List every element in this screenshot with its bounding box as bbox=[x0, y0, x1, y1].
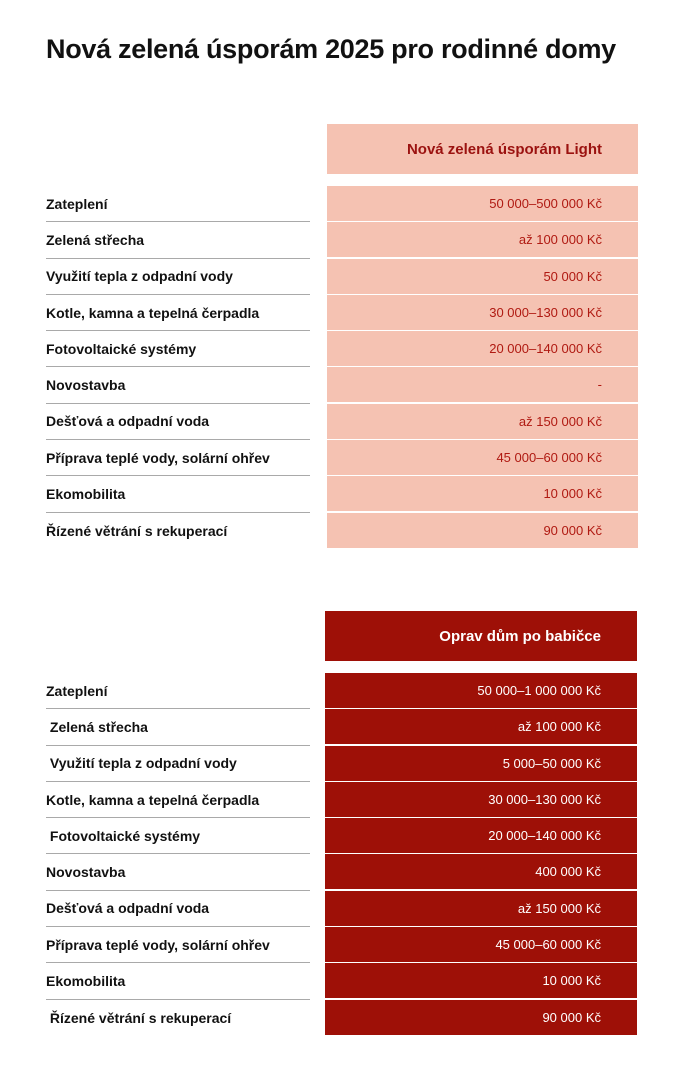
nzu-light-header: Nová zelená úsporám Light bbox=[327, 124, 638, 174]
oprav-dum-table bbox=[0, 673, 675, 1036]
row-value: 20 000–140 000 Kč bbox=[325, 818, 637, 853]
table-row bbox=[0, 404, 675, 440]
row-label: Příprava teplé vody, solární ohřev bbox=[46, 927, 310, 963]
row-label: Zateplení bbox=[46, 673, 310, 709]
row-value: 50 000–500 000 Kč bbox=[327, 186, 638, 221]
row-value: 5 000–50 000 Kč bbox=[325, 746, 637, 781]
row-label: Zateplení bbox=[46, 186, 310, 222]
row-value: 90 000 Kč bbox=[325, 1000, 637, 1035]
row-label: Fotovoltaické systémy bbox=[46, 331, 310, 367]
table-row bbox=[0, 259, 675, 295]
row-value: až 150 000 Kč bbox=[327, 404, 638, 439]
row-label: Příprava teplé vody, solární ohřev bbox=[46, 440, 310, 476]
oprav-dum-section bbox=[0, 611, 675, 1037]
table-row bbox=[0, 440, 675, 476]
row-label: Řízené větrání s rekuperací bbox=[46, 1009, 232, 1026]
row-value: 30 000–130 000 Kč bbox=[325, 782, 637, 817]
nzu-light-section bbox=[0, 124, 675, 550]
row-value: až 100 000 Kč bbox=[325, 709, 637, 744]
row-label: Novostavba bbox=[46, 854, 310, 890]
row-label: Řízené větrání s rekuperací bbox=[46, 522, 228, 539]
row-label: Využití tepla z odpadní vody bbox=[46, 259, 310, 295]
table-row bbox=[0, 927, 675, 963]
row-value: 20 000–140 000 Kč bbox=[327, 331, 638, 366]
table-row bbox=[0, 709, 675, 745]
table-row bbox=[0, 476, 675, 512]
row-value: - bbox=[327, 367, 638, 402]
table-row bbox=[0, 331, 675, 367]
row-label: Kotle, kamna a tepelná čerpadla bbox=[46, 782, 310, 818]
table-row bbox=[0, 818, 675, 854]
row-label: Fotovoltaické systémy bbox=[46, 818, 310, 854]
table-row bbox=[0, 673, 675, 709]
table-row bbox=[0, 963, 675, 999]
row-label: Novostavba bbox=[46, 367, 310, 403]
table-row bbox=[0, 186, 675, 222]
table-row bbox=[0, 367, 675, 403]
oprav-dum-header: Oprav dům po babičce bbox=[325, 611, 637, 661]
row-value: 50 000–1 000 000 Kč bbox=[325, 673, 637, 708]
row-value: 10 000 Kč bbox=[325, 963, 637, 998]
row-value: 400 000 Kč bbox=[325, 854, 637, 889]
row-label: Zelená střecha bbox=[46, 222, 310, 258]
table-row bbox=[0, 295, 675, 331]
row-label: Dešťová a odpadní voda bbox=[46, 404, 310, 440]
nzu-light-table bbox=[0, 186, 675, 549]
row-value: až 150 000 Kč bbox=[325, 891, 637, 926]
row-label: Zelená střecha bbox=[46, 709, 310, 745]
row-value: 10 000 Kč bbox=[327, 476, 638, 511]
table-row bbox=[0, 222, 675, 258]
row-value: 45 000–60 000 Kč bbox=[325, 927, 637, 962]
table-row bbox=[0, 513, 675, 549]
row-label: Dešťová a odpadní voda bbox=[46, 891, 310, 927]
row-value: 45 000–60 000 Kč bbox=[327, 440, 638, 475]
table-row bbox=[0, 782, 675, 818]
table-row bbox=[0, 854, 675, 890]
row-value: 30 000–130 000 Kč bbox=[327, 295, 638, 330]
row-value: až 100 000 Kč bbox=[327, 222, 638, 257]
row-label: Ekomobilita bbox=[46, 476, 310, 512]
row-value: 50 000 Kč bbox=[327, 259, 638, 294]
row-value: 90 000 Kč bbox=[327, 513, 638, 548]
table-row bbox=[0, 746, 675, 782]
table-row bbox=[0, 1000, 675, 1036]
row-label: Ekomobilita bbox=[46, 963, 310, 999]
row-label: Využití tepla z odpadní vody bbox=[46, 746, 310, 782]
page-title: Nová zelená úsporám 2025 pro rodinné domy bbox=[46, 34, 616, 64]
table-row bbox=[0, 891, 675, 927]
row-label: Kotle, kamna a tepelná čerpadla bbox=[46, 295, 310, 331]
